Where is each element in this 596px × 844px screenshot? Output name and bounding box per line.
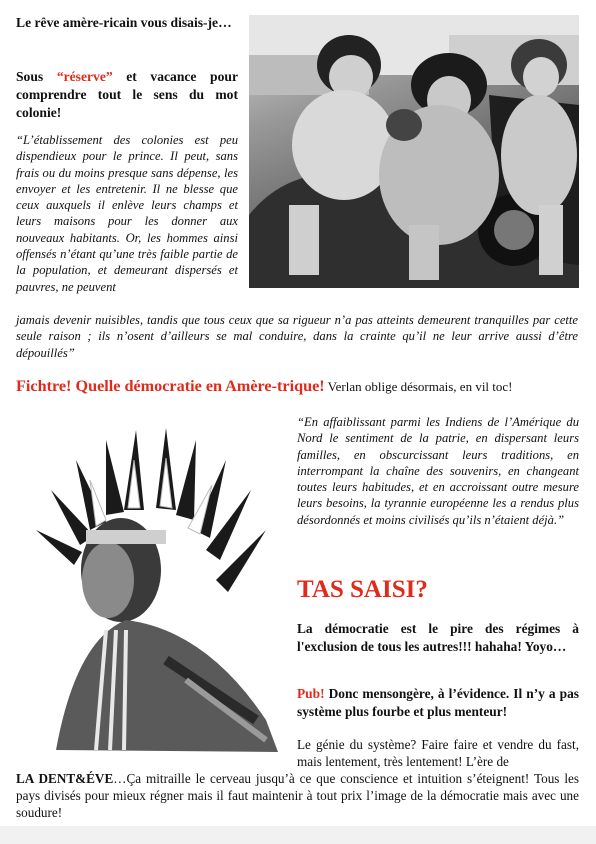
intro-line: Le rêve amère-ricain vous disais-je…	[16, 15, 232, 30]
reserve-highlight: “réserve”	[56, 69, 113, 84]
page-bottom-edge	[0, 826, 596, 844]
heading-rest: Verlan oblige désormais, en vil toc!	[324, 379, 513, 394]
democracy-heading	[16, 376, 586, 397]
genie-paragraph-part2	[16, 770, 579, 821]
tas-saisi-heading: TAS SAISI?	[297, 576, 428, 603]
vintage-women-car-photo	[249, 15, 579, 288]
colonies-quote-part1: “L’établissement des colonies est peu dispendieux pour le prince. Il peut, sans frais ou du moins presque sans dépense, les envoyer et les entretenir. Il ne blesse que ceux auxquels il enlève leurs champs et leurs maisons pour les donner aux nouveaux habitants. Or, les hommes ainsi offensés n’étant qu’une très faible partie de la population, et demeurant dispersés et pauvres, ne peuvent	[16, 133, 238, 294]
colonies-quote-part2: jamais devenir nuisibles, tandis que tous ceux que sa rigueur n’a pas atteints demeurent tranquilles par cette seule raison ; ils n’osent d’ailleurs se mal conduire, dans la crainte qu’il ne leur arrive aussi d’être dépouillés”	[16, 313, 578, 360]
pub-statement	[297, 685, 579, 721]
intro-reserve-line	[16, 68, 238, 122]
pub-label: Pub!	[297, 686, 325, 701]
photo-illustration	[249, 15, 579, 288]
chief-illustration	[16, 420, 278, 752]
indians-quote: “En affaiblissant parmi les Indiens de l’Amérique du Nord le sentiment de la patrie, en dispersant leurs familles, en obscurcissant leurs traditions, en interrompant la chaîne des souvenirs, en changeant toutes leurs habitudes, et en accroissant outre mesure leurs besoins, la tyrannie européenne les a rendus plus désordonnés et moins civilisés qu’ils n’étaient déjà.”	[297, 415, 579, 527]
genie-text-rest: …Ça mitraille le cerveau jusqu’à ce que conscience et intuition s’éteignent! Tous les pays divisés pour mieux régner mais il faut maintenir à tout prix l’image de la démocratie mais avec une soudure!	[16, 771, 579, 820]
native-chief-headdress-photo	[16, 420, 278, 752]
heading-red: Fichtre! Quelle démocratie en Amère-trique!	[16, 377, 325, 395]
intro-prefix: Sous	[16, 69, 57, 84]
pub-text: Donc mensongère, à l’évidence. Il n’y a pas système plus fourbe et plus menteur!	[297, 686, 579, 719]
genie-paragraph-part1: Le génie du système? Faire faire et vendre du fast, mais lentement, très lentement! L’ère de	[297, 737, 579, 769]
intro-suffix: et vacance pour comprendre tout le sens du mot colonie!	[16, 69, 239, 120]
dent-eve-bold: LA DENT&ÉVE	[16, 771, 114, 786]
democracy-statement: La démocratie est le pire des régimes à l'exclusion de tous les autres!!! hahaha! Yoyo…	[297, 621, 579, 654]
